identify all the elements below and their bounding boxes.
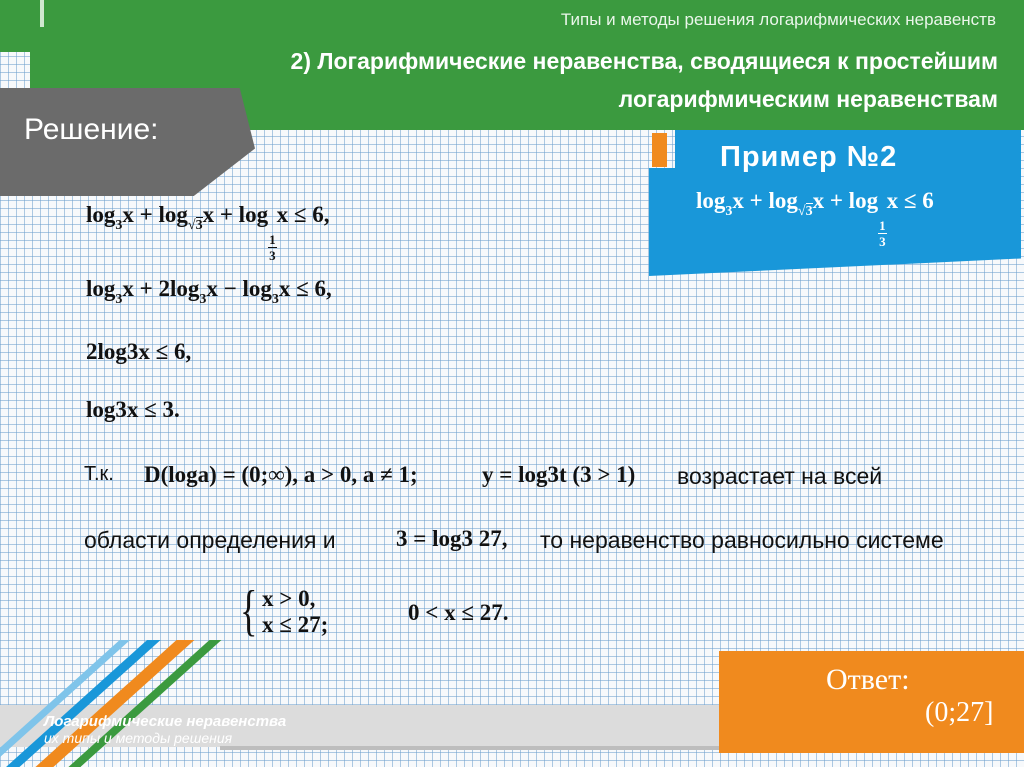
system-line-2: x ≤ 27; [262,612,329,637]
step-1: $\log_3x + \log_{√3}x + \log$ $\frac{1}{3}$ x ≤ 6, [86,202,330,263]
identity-statement: 3 = log3 27, [396,526,508,551]
solution-label: Решение: [24,113,159,146]
footer-line-1: Логарифмические неравенства [44,713,287,730]
example-inequality: $\log_3x + \log_{√3}x + \log$ $\frac{1}{3}$ x ≤ 6 [696,188,934,249]
footer-stripes [0,640,240,767]
step-2: $\log_3x + 2\log_3x - \log_3x \le 6$, [86,276,332,307]
domain-statement: D(loga) = (0;∞), a > 0, a ≠ 1; [144,462,418,487]
answer-value: (0;27] [925,697,994,728]
example-accent [652,133,667,167]
step-4: log3x ≤ 3. [86,397,180,422]
header-title: 2) Логарифмические неравенства, сводящиеся к простейшим логарифмическим неравенствам [290,48,998,112]
increasing-text: возрастает на всей [677,463,883,489]
example-title: Пример №2 [720,141,898,173]
system-result: 0 < x ≤ 27. [408,600,509,625]
system-line-1: x > 0, [262,586,316,611]
system-brace: { [240,580,258,642]
footer-line-2: их типы и методы решения [44,730,233,746]
domain-text: области определения и [84,527,336,553]
answer-label: Ответ: [826,663,910,696]
function-statement: y = log3t (3 > 1) [482,462,636,487]
header-accent-line [40,0,44,27]
since-label: Т.к. [84,463,114,485]
conclusion-text: то неравенство равносильно системе [540,527,944,553]
footer-label [44,713,286,747]
step-3: 2log3x ≤ 6, [86,339,192,364]
header-subtitle: Типы и методы решения логарифмических неравенств [560,10,996,29]
